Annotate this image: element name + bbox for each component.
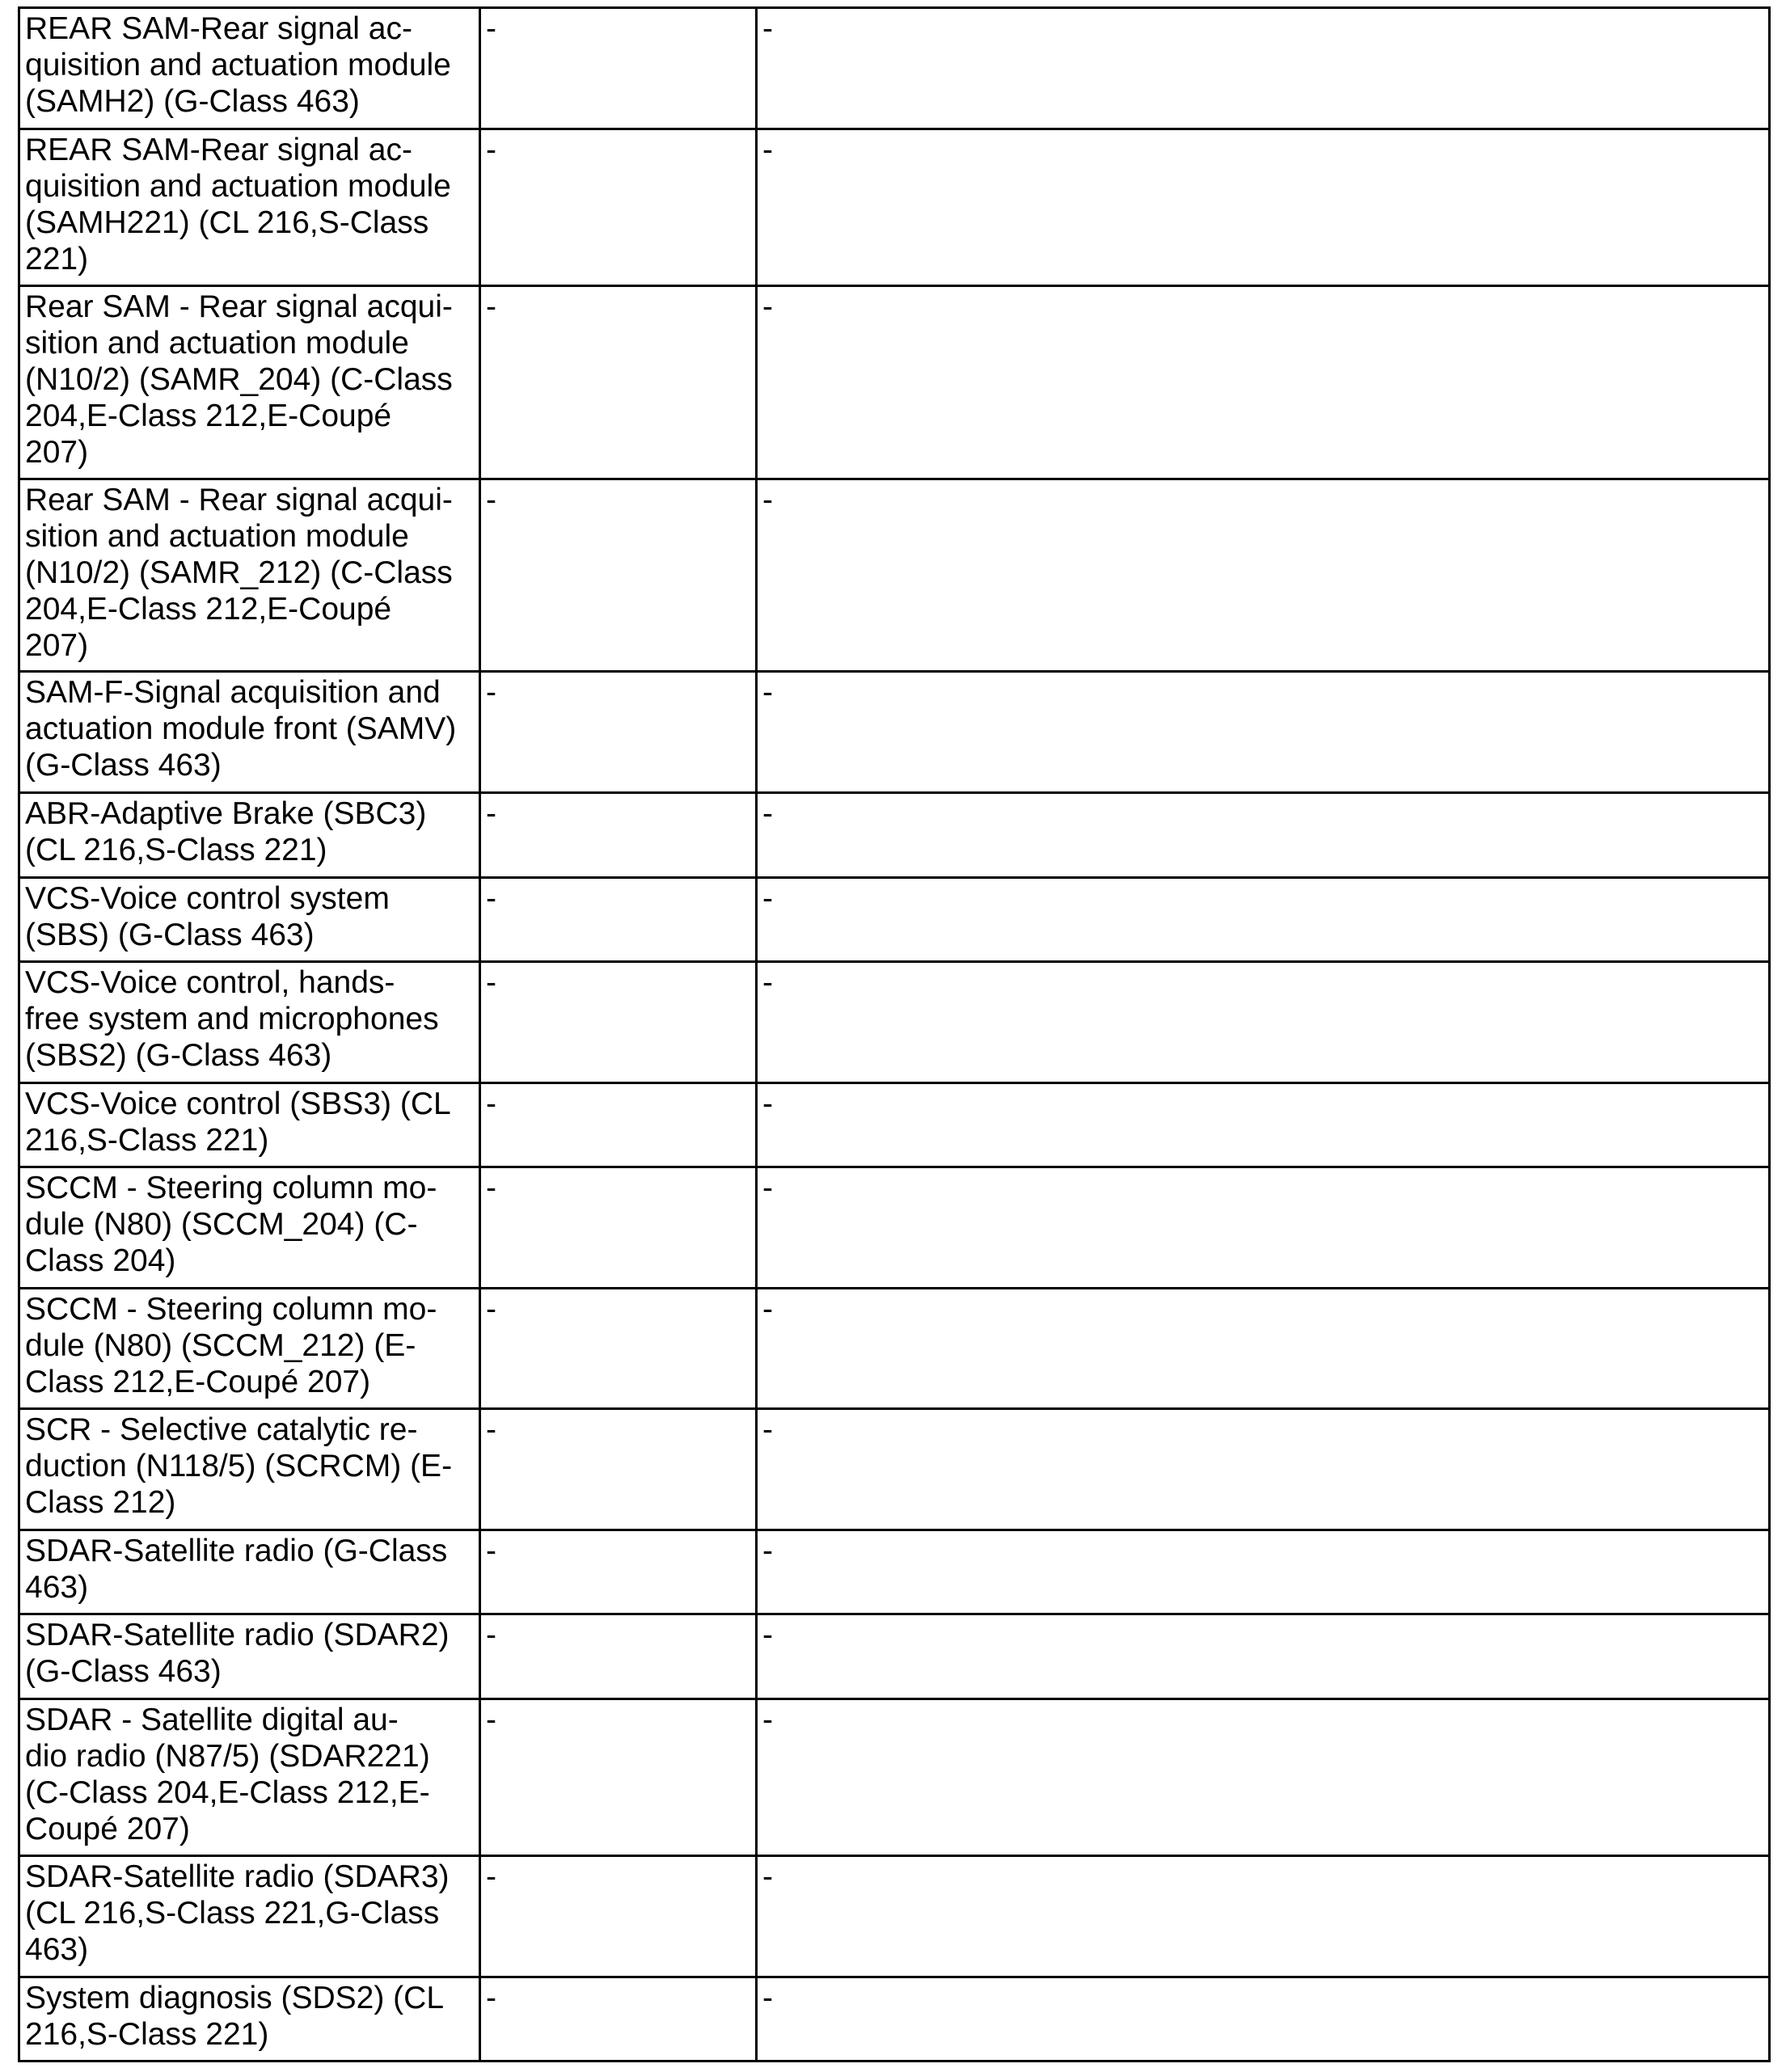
table-row [19,1614,1770,1699]
value-cell-3: - [757,479,1770,672]
value-cell-2: - [480,962,757,1083]
table-row [19,479,1770,672]
module-name-cell: Rear SAM - Rear signal acqui- sition and actuation module (N10/2) (SAMR_204) (C-Class 204,E-Class 212,E-Coupé 207) [19,286,480,479]
value-cell-2: - [480,479,757,672]
value-cell-3: - [757,129,1770,286]
module-name-cell: SAM-F-Signal acquisition and actuation module front (SAMV) (G-Class 463) [19,672,480,793]
table-row [19,286,1770,479]
table-row [19,1977,1770,2061]
module-name-cell: REAR SAM-Rear signal ac- quisition and actuation module (SAMH2) (G-Class 463) [19,8,480,129]
value-cell-3: - [757,1977,1770,2061]
value-cell-3: - [757,1856,1770,1977]
value-cell-3: - [757,672,1770,793]
value-cell-2: - [480,1977,757,2061]
value-cell-2: - [480,1530,757,1614]
value-cell-2: - [480,1699,757,1856]
value-cell-3: - [757,1167,1770,1289]
table-row [19,129,1770,286]
table-row [19,8,1770,129]
value-cell-3: - [757,8,1770,129]
table-row [19,1530,1770,1614]
value-cell-2: - [480,1289,757,1409]
value-cell-3: - [757,1409,1770,1530]
value-cell-3: - [757,1289,1770,1409]
value-cell-2: - [480,129,757,286]
value-cell-2: - [480,1083,757,1167]
value-cell-2: - [480,672,757,793]
module-name-cell: SCCM - Steering column mo- dule (N80) (SCCM_212) (E- Class 212,E-Coupé 207) [19,1289,480,1409]
value-cell-2: - [480,286,757,479]
table-row [19,1699,1770,1856]
module-name-cell: VCS-Voice control, hands- free system and microphones (SBS2) (G-Class 463) [19,962,480,1083]
value-cell-3: - [757,793,1770,878]
table-row [19,1289,1770,1409]
module-name-cell: REAR SAM-Rear signal ac- quisition and actuation module (SAMH221) (CL 216,S-Class 221) [19,129,480,286]
table-row [19,793,1770,878]
value-cell-2: - [480,1167,757,1289]
module-name-cell: ABR-Adaptive Brake (SBC3) (CL 216,S-Class 221) [19,793,480,878]
module-table [18,6,1771,2062]
module-name-cell: SCCM - Steering column mo- dule (N80) (SCCM_204) (C- Class 204) [19,1167,480,1289]
module-name-cell: Rear SAM - Rear signal acqui- sition and actuation module (N10/2) (SAMR_212) (C-Class 204,E-Class 212,E-Coupé 207) [19,479,480,672]
value-cell-3: - [757,962,1770,1083]
module-name-cell: SDAR - Satellite digital au- dio radio (N87/5) (SDAR221) (C-Class 204,E-Class 212,E- Coupé 207) [19,1699,480,1856]
table-row [19,672,1770,793]
value-cell-2: - [480,878,757,962]
module-name-cell: SDAR-Satellite radio (SDAR2) (G-Class 463) [19,1614,480,1699]
value-cell-3: - [757,1083,1770,1167]
value-cell-3: - [757,1699,1770,1856]
table-row [19,1083,1770,1167]
value-cell-3: - [757,286,1770,479]
value-cell-2: - [480,1409,757,1530]
value-cell-2: - [480,1614,757,1699]
module-name-cell: System diagnosis (SDS2) (CL 216,S-Class 221) [19,1977,480,2061]
module-name-cell: SCR - Selective catalytic re- duction (N118/5) (SCRCM) (E- Class 212) [19,1409,480,1530]
value-cell-2: - [480,1856,757,1977]
module-name-cell: SDAR-Satellite radio (G-Class 463) [19,1530,480,1614]
value-cell-3: - [757,1530,1770,1614]
table-row [19,1409,1770,1530]
module-name-cell: VCS-Voice control (SBS3) (CL 216,S-Class 221) [19,1083,480,1167]
value-cell-3: - [757,878,1770,962]
table-row [19,1856,1770,1977]
table-row [19,962,1770,1083]
value-cell-2: - [480,8,757,129]
value-cell-2: - [480,793,757,878]
value-cell-3: - [757,1614,1770,1699]
table-row [19,878,1770,962]
module-name-cell: VCS-Voice control system (SBS) (G-Class 463) [19,878,480,962]
table-row [19,1167,1770,1289]
module-name-cell: SDAR-Satellite radio (SDAR3) (CL 216,S-Class 221,G-Class 463) [19,1856,480,1977]
module-table-body [19,8,1770,2061]
